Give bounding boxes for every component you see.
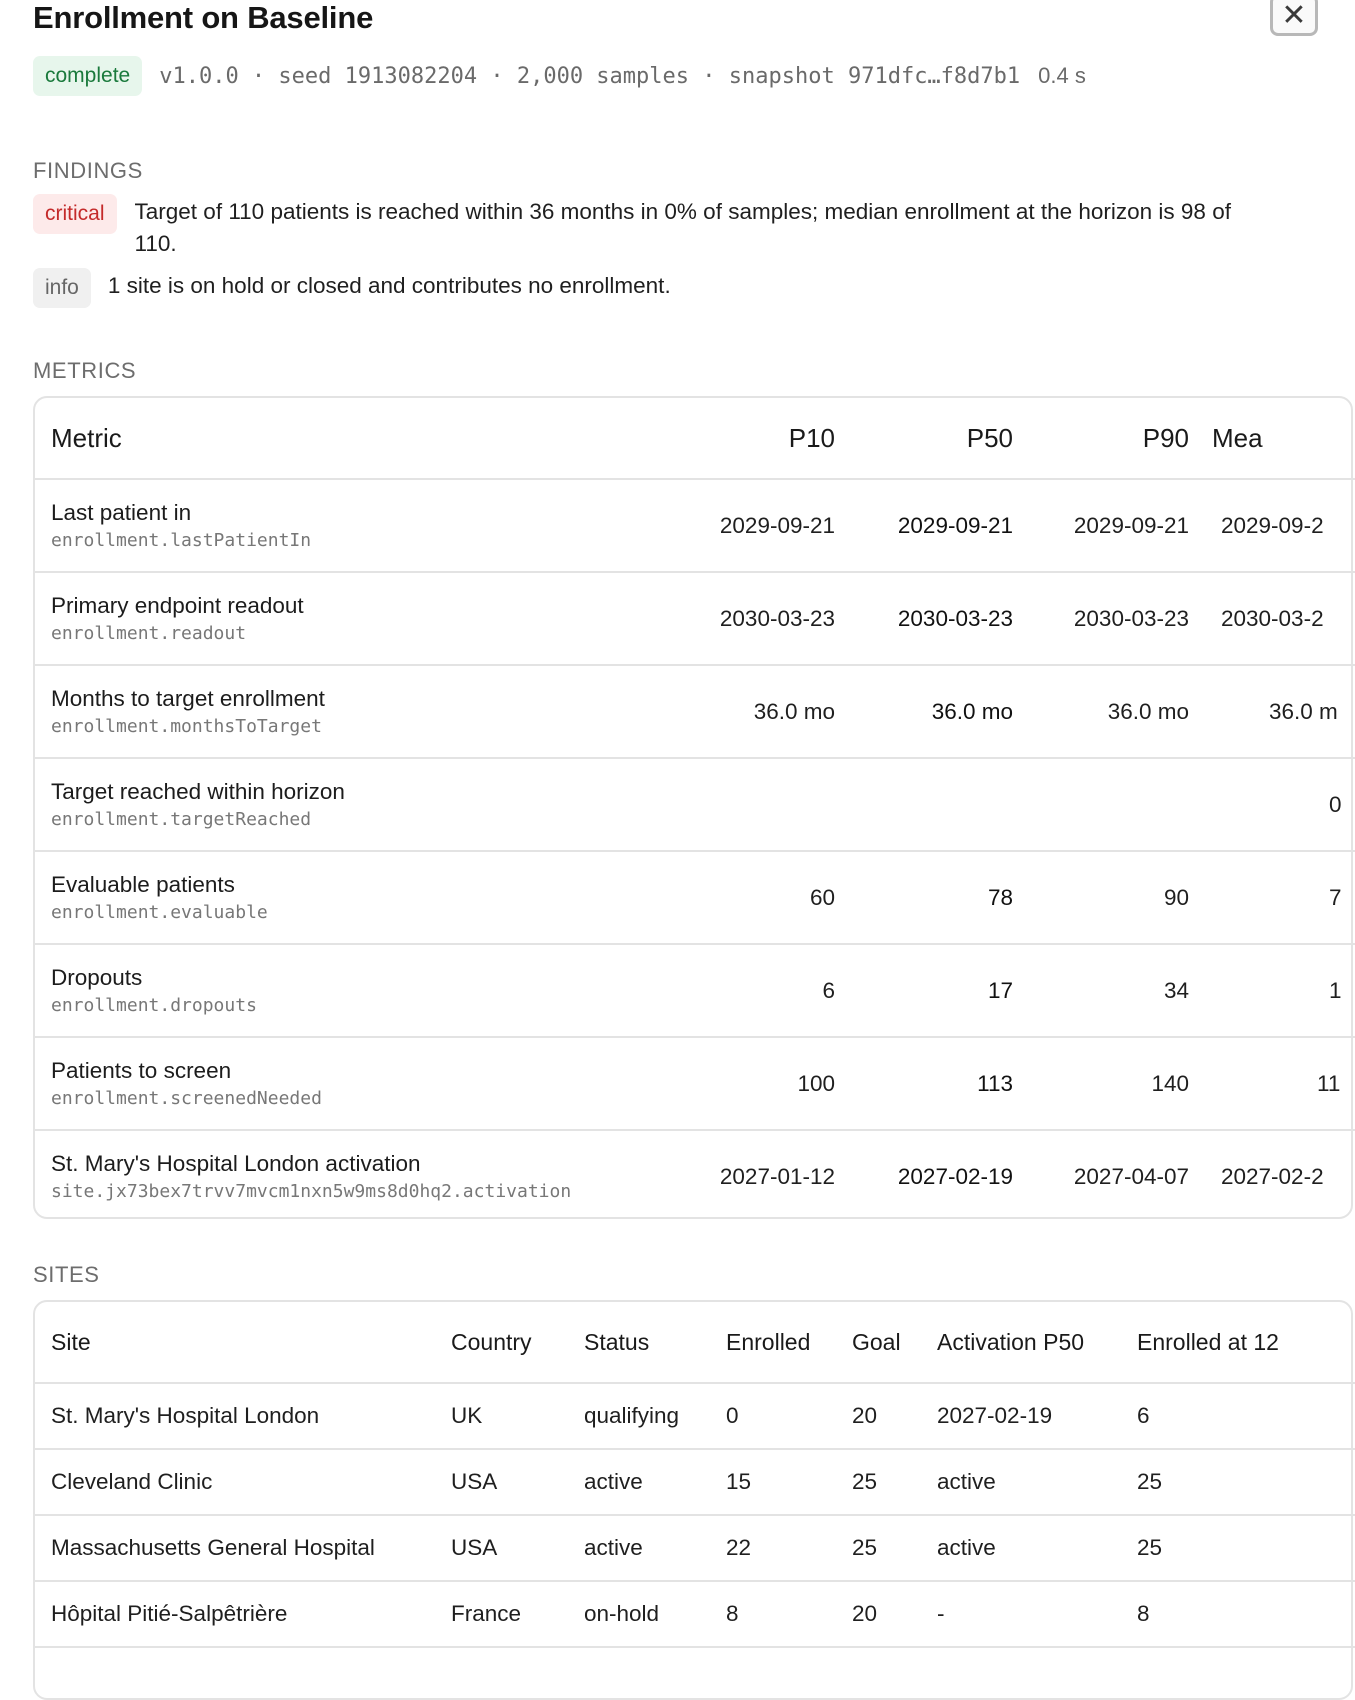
site-country: France	[451, 1581, 584, 1647]
site-enrolled: 22	[726, 1515, 852, 1581]
p10-value: 36.0 mo	[635, 665, 835, 758]
table-row	[35, 758, 1355, 851]
site-activation-p50: -	[937, 1581, 1137, 1647]
mean-value: 7	[1189, 851, 1355, 944]
metric-name-cell	[35, 572, 635, 665]
site-name: Massachusetts General Hospital	[35, 1515, 451, 1581]
site-status: active	[584, 1515, 726, 1581]
metric-label: Primary endpoint readout	[51, 593, 304, 618]
page-title: Enrollment on Baseline	[33, 0, 374, 35]
finding-item	[33, 194, 1273, 260]
status-badge: complete	[33, 56, 142, 96]
site-goal: 25	[852, 1515, 937, 1581]
p50-value: 36.0 mo	[835, 665, 1013, 758]
p10-value: 2027-01-12	[719, 1163, 835, 1189]
mean-value: 1	[1189, 944, 1355, 1037]
table-row	[35, 1130, 1355, 1222]
site-enrolled-at-12: 6	[1137, 1383, 1355, 1449]
site-country: USA	[451, 1449, 584, 1515]
table-row	[35, 572, 1355, 665]
site-country: UK	[451, 1383, 584, 1449]
column-header-p50: P50	[835, 398, 1013, 479]
p50-value: 2027-02-19	[897, 1163, 1013, 1189]
table-row	[35, 1037, 1355, 1130]
column-header-status: Status	[584, 1302, 726, 1383]
p10-value	[635, 758, 835, 851]
table-row	[35, 851, 1355, 944]
findings-heading: FINDINGS	[33, 158, 143, 183]
p50-value: 78	[835, 851, 1013, 944]
table-row	[35, 1581, 1355, 1647]
column-header-enrolled: Enrolled	[726, 1302, 852, 1383]
p50-value	[835, 758, 1013, 851]
metric-label: Patients to screen	[51, 1058, 232, 1083]
site-country: USA	[451, 1515, 584, 1581]
site-name: Cleveland Clinic	[35, 1449, 451, 1515]
mean-value: 2027-02-2	[1221, 1163, 1324, 1189]
column-header-mean: Mea	[1189, 398, 1355, 479]
metric-label: Last patient in	[51, 500, 192, 525]
column-header-enrolled-at-12: Enrolled at 12	[1137, 1302, 1355, 1383]
mean-value: 36.0 m	[1189, 665, 1355, 758]
site-activation-p50: active	[937, 1515, 1137, 1581]
site-goal: 20	[852, 1383, 937, 1449]
mean-value: 2029-09-2	[1189, 479, 1355, 572]
site-enrolled: 15	[726, 1449, 852, 1515]
table-row	[35, 1449, 1355, 1515]
metrics-header-row	[35, 398, 1355, 479]
close-button[interactable]	[1270, 0, 1318, 36]
site-status: active	[584, 1449, 726, 1515]
column-header-goal: Goal	[852, 1302, 937, 1383]
metric-name-cell	[35, 1130, 635, 1222]
table-row	[35, 1515, 1355, 1581]
table-row	[35, 944, 1355, 1037]
column-header-p10: P10	[635, 398, 835, 479]
p90-value: 90	[1013, 851, 1189, 944]
metric-label: Dropouts	[51, 965, 143, 990]
finding-text: 1 site is on hold or closed and contributes no enrollment.	[107, 273, 671, 298]
site-status: on-hold	[584, 1581, 726, 1647]
sites-table	[35, 1302, 1355, 1648]
run-meta	[33, 56, 1086, 96]
p90-value: 2030-03-23	[1013, 572, 1189, 665]
p50-value: 2029-09-21	[835, 479, 1013, 572]
site-status: qualifying	[584, 1383, 726, 1449]
table-row	[35, 1383, 1355, 1449]
metric-key: enrollment.dropouts	[51, 995, 257, 1016]
p50-value: 113	[835, 1037, 1013, 1130]
p90-value	[1013, 758, 1189, 851]
severity-badge: critical	[33, 194, 117, 234]
p50-value: 17	[835, 944, 1013, 1037]
p10-value: 100	[635, 1037, 835, 1130]
p90-value: 140	[1013, 1037, 1189, 1130]
site-name: St. Mary's Hospital London	[35, 1383, 451, 1449]
site-enrolled: 8	[726, 1581, 852, 1647]
table-row	[35, 479, 1355, 572]
mean-value: 0	[1189, 758, 1355, 851]
metric-name-cell	[35, 758, 635, 851]
p50-value: 2030-03-23	[835, 572, 1013, 665]
severity-badge: info	[33, 268, 91, 308]
metric-key: enrollment.evaluable	[51, 902, 268, 923]
finding-text: Target of 110 patients is reached within 36 months in 0% of samples; median enrollment at the horizon is 98 of 110.	[134, 199, 1231, 256]
run-info: v1.0.0 · seed 1913082204 · 2,000 samples · snapshot 971dfc…f8d7b1	[159, 63, 1021, 89]
metric-name-cell	[35, 1037, 635, 1130]
site-enrolled-at-12: 25	[1137, 1449, 1355, 1515]
sites-heading: SITES	[33, 1262, 100, 1287]
metrics-heading: METRICS	[33, 358, 137, 383]
sites-header-row	[35, 1302, 1355, 1383]
metric-label: Evaluable patients	[51, 872, 235, 897]
table-row	[35, 665, 1355, 758]
site-goal: 20	[852, 1581, 937, 1647]
metric-key: enrollment.readout	[51, 623, 247, 644]
metric-name-cell	[35, 479, 635, 572]
column-header-p90: P90	[1013, 398, 1189, 479]
metric-key: enrollment.targetReached	[51, 809, 312, 830]
close-icon: ✕	[1281, 0, 1307, 32]
mean-value: 2030-03-2	[1189, 572, 1355, 665]
mean-value: 11	[1189, 1037, 1355, 1130]
metric-label: Months to target enrollment	[51, 686, 325, 711]
site-enrolled-at-12: 8	[1137, 1581, 1355, 1647]
run-duration: 0.4 s	[1038, 63, 1086, 88]
site-goal: 25	[852, 1449, 937, 1515]
metric-label: Target reached within horizon	[51, 779, 345, 804]
column-header-site: Site	[35, 1302, 451, 1383]
p10-value: 60	[635, 851, 835, 944]
p90-value: 2027-04-07	[1073, 1163, 1189, 1189]
site-name: Hôpital Pitié-Salpêtrière	[35, 1581, 451, 1647]
site-activation-p50: 2027-02-19	[937, 1383, 1137, 1449]
metrics-table	[35, 398, 1355, 1222]
metric-key: enrollment.screenedNeeded	[51, 1088, 322, 1109]
metric-key: site.jx73bex7trvv7mvcm1nxn5w9ms8d0hq2.activation	[51, 1181, 572, 1202]
p10-value: 6	[635, 944, 835, 1037]
p10-value: 2030-03-23	[635, 572, 835, 665]
site-enrolled-at-12: 25	[1137, 1515, 1355, 1581]
metric-label: St. Mary's Hospital London activation	[51, 1151, 421, 1176]
p90-value: 34	[1013, 944, 1189, 1037]
column-header-activation-p50: Activation P50	[937, 1302, 1137, 1383]
column-header-metric: Metric	[35, 398, 635, 479]
metrics-card	[33, 396, 1353, 1219]
p10-value: 2029-09-21	[635, 479, 835, 572]
sites-card	[33, 1300, 1353, 1700]
metric-name-cell	[35, 944, 635, 1037]
metric-name-cell	[35, 851, 635, 944]
column-header-country: Country	[451, 1302, 584, 1383]
p90-value: 36.0 mo	[1013, 665, 1189, 758]
p90-value: 2029-09-21	[1013, 479, 1189, 572]
site-activation-p50: active	[937, 1449, 1137, 1515]
site-enrolled: 0	[726, 1383, 852, 1449]
metric-key: enrollment.monthsToTarget	[51, 716, 322, 737]
metric-name-cell	[35, 665, 635, 758]
finding-item	[33, 268, 1273, 308]
metric-key: enrollment.lastPatientIn	[51, 530, 312, 551]
